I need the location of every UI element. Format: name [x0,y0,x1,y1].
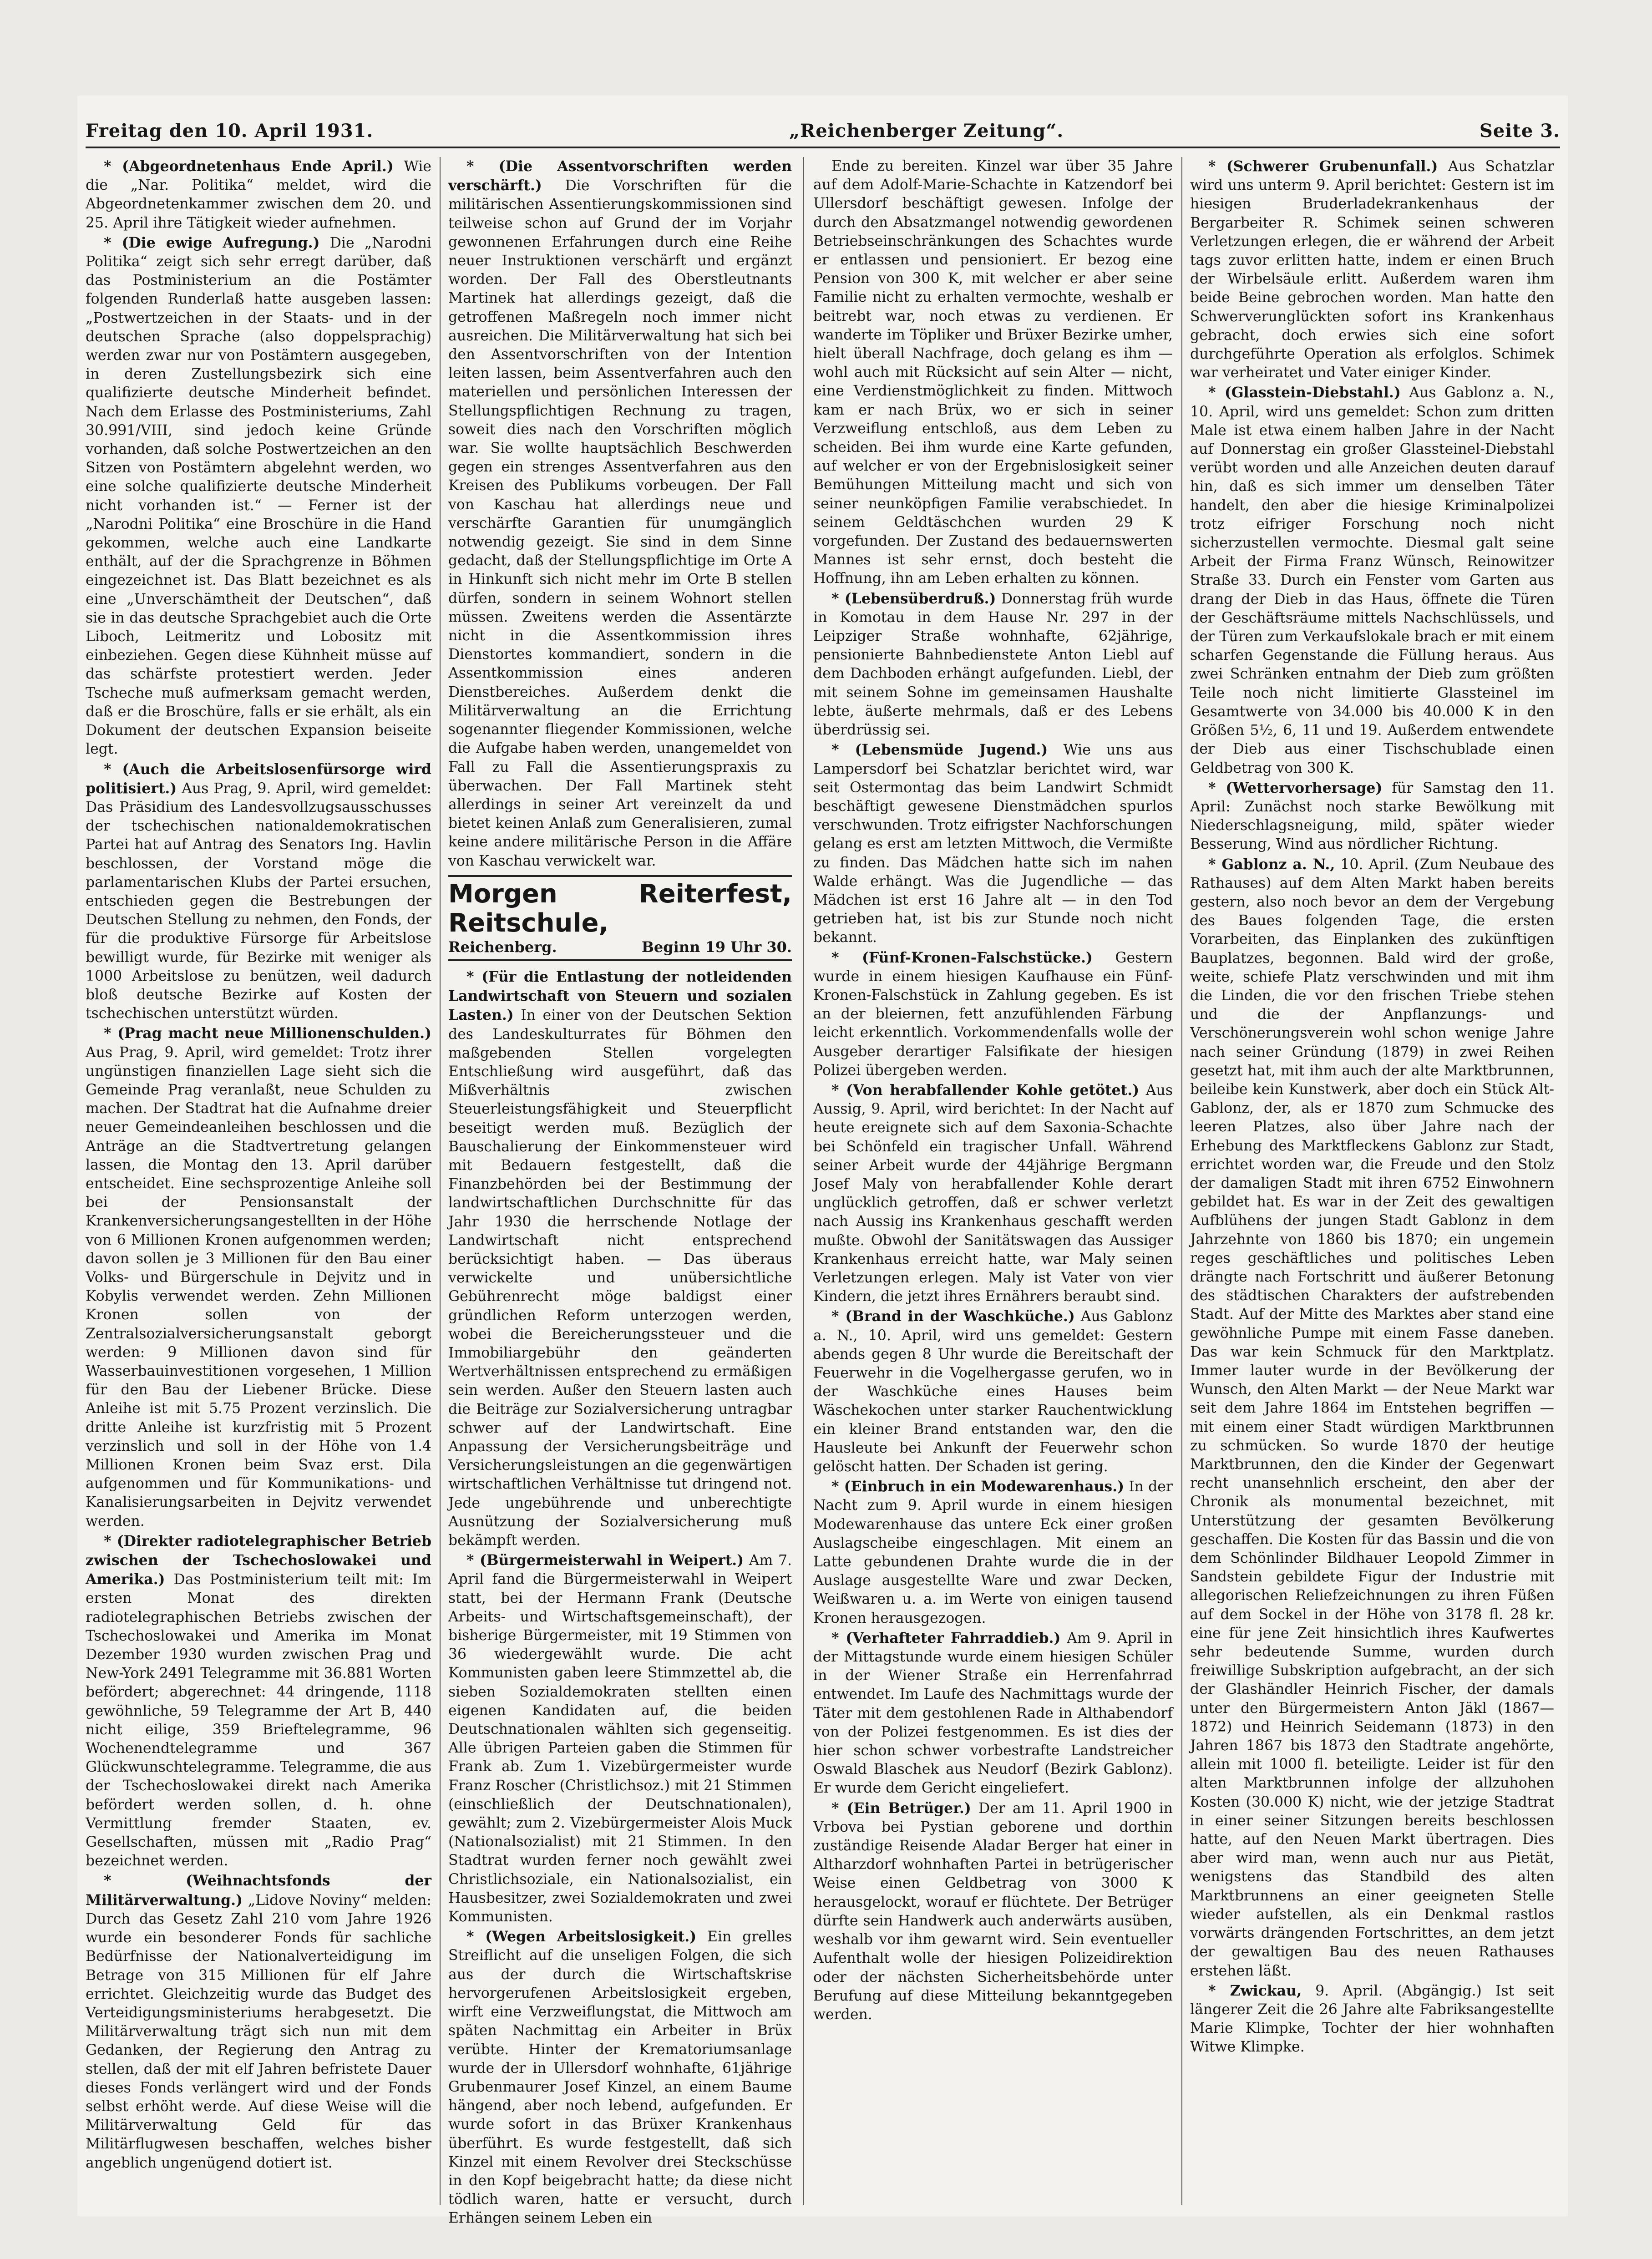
advertisement-reiterfest [448,875,792,961]
article-paragraph [86,760,431,1023]
article-text: Gestern wurde in einem hiesigen Kaufhause ein Fünf-Kronen-Falschstück in Zahlung gegeben. Es ist an der bleiernen, fett anzufühlenden Färbung leicht erkenntlich. Vorkommendenfalls wolle der Ausgeber derartiger Falsifikate der hiesigen Polizei übergeben werden. [813,949,1173,1079]
article-text: für Samstag den 11. April: Zunächst noch starke Bewölkung mit Niederschlagsneigung, mild, später wieder Besserung, Wind aus nördlicher Richtung. [1190,780,1555,853]
article-text: Am 9. April in der Mittagstunde wurde einem hiesigen Schüler in der Wiener Straße ein Herrenfahrrad entwendet. Im Laufe des Nachmittags wurde der Täter mit dem gestohlenen Rade in Althabendorf von der Polizei festgenommen. Es ist dies der hier schon schwer vorbestrafte Landstreicher Oswald Blaschek aus Neudorf (Bezirk Gablonz). Er wurde dem Gericht eingeliefert. [813,1630,1173,1797]
article-paragraph [1190,157,1554,382]
ad-time: Beginn 19 Uhr 30. [641,938,792,956]
article-heading: * (Prag macht neue Millionenschulden.) [104,1025,431,1042]
article-heading: * (Fünf-Kronen-Falschstücke.) [831,949,1093,966]
article-heading: * (Von herabfallender Kohle getötet.) [831,1081,1140,1099]
page-number: Seite 3. [1479,120,1560,142]
column-2-articles-bottom [448,967,792,2228]
article-paragraph [1190,779,1554,854]
article-paragraph [448,1551,792,1926]
article-text: In einer von der Deutschen Sektion des Landeskulturrates für Böhmen den maßgebenden Stellen vorgelegten Entschließung wird ausgeführt, daß das Mißverhältnis zwischen Steuerleistungsfähigkeit und Steuerpflicht beseitigt werden muß. Bezüglich der Bauschalierung der Einkommensteuer wird mit Bedauern festgestellt, daß die Finanzbehörden bei der Bestimmung der landwirtschaftlichen Durchschnitte für das Jahr 1930 die herrschende Notlage der Landwirtschaft nicht entsprechend berücksichtigt haben. — Das überaus verwickelte und unübersichtliche Gebührenrecht möge baldigst einer gründlichen Reform unterzogen werden, wobei die Bereicherungssteuer und die Immobiliargebühr den geänderten Wertverhältnissen entsprechend zu ermäßigen sein werden. Außer den Steuern lasten auch die Beiträge zur Sozialversicherung untragbar schwer auf der Landwirtschaft. Eine Anpassung der Versicherungsbeiträge und Versicherungsleistungen an die gegenwärtigen wirtschaftlichen Verhältnisse tut dringend not. Jede ungebührende und unberechtigte Ausnützung der Sozialversicherung muß bekämpft werden. [448,1007,792,1549]
column-3 [813,157,1173,2205]
article-paragraph [1190,383,1554,777]
article-text: Die „Narodni Politika“ zeigt sich sehr erregt darüber, daß das Postministerium an die Postämter folgenden Runderlaß hatte ausgeben lassen: „Postwertzeichen in der Staats- und in der deutschen Sprache (also doppelsprachig) werden zwar nur von Postämtern ausgegeben, in deren Zustellungsbezirk sich eine qualifizierte deutsche Minderheit befindet. Nach dem Erlasse des Postministeriums, Zahl 30.991/VIII, sind jedoch keine Gründe vorhanden, daß solche Postwertzeichen an den Sitzen von Postämtern abgelehnt werden, wo eine solche qualifizierte deutsche Minderheit nicht vorhanden ist.“ — Ferner ist der „Narodni Politika“ eine Broschüre in die Hand gekommen, welche auch eine Landkarte enthält, auf der die Sprachgrenze in Böhmen eingezeichnet ist. Das Blatt bezeichnet es als eine „Unverschämtheit der Deutschen“, daß sie in das deutsche Sprachgebiet auch die Orte Liboch, Leitmeritz und Lobositz mit einbeziehen. Gegen diese Kühnheit müsse auf das schärfste protestiert werden. Jeder Tscheche muß aufmerksam gemacht werden, daß er die Broschüre, falls er sie erhält, als ein Dokument der deutschen Expansion beiseite legt. [86,234,432,758]
article-paragraph [448,157,792,871]
article-paragraph [813,157,1173,588]
article-heading: * (Schwerer Grubenunfall.) [1208,158,1438,175]
article-text: Wie uns aus Lampersdorf bei Schatzlar berichtet wird, war seit Ostermontag das beim Landwirt Schmidt beschäftigt gewesene Dienstmädchen spurlos verschwunden. Trotz eifrigster Nachforschungen gelang es erst am letzten Mittwoch, die Vermißte zu finden. Das Mädchen hatte sich im nahen Walde erhängt. Was die Jugendliche — das Mädchen ist erst 16 Jahre alt — in den Tod getrieben hat, ist bis zur Stunde noch nicht bekannt. [813,742,1173,946]
column-divider [803,157,804,2205]
article-text: In der Nacht zum 9. April wurde in einem hiesigen Modewarenhause das untere Eck einer großen Auslagscheibe eingeschlagen. Mit einem an Latte gebundenen Drahte wurde die in der Auslage ausgestellte Ware und zwar Decken, Weißwaren u. a. im Werte von einigen tausend Kronen herausgezogen. [813,1479,1173,1626]
article-paragraph [813,1081,1173,1306]
article-paragraph [813,948,1173,1080]
column-2 [448,157,792,2227]
article-heading: * (Direkter radiotelegraphischer Betrieb zwischen der Tschechoslowakei und Amerika.) [86,1532,431,1588]
article-heading: * (Brand in der Waschküche.) [831,1308,1075,1325]
article-paragraph [448,1927,792,2228]
newspaper-title: „Reichenberger Zeitung“. [789,120,1064,142]
article-text: 10. April. (Zum Neubaue des Rathauses) auf dem Alten Markt haben bereits gestern, also noch bevor an dem der Vergebung des Baues folgenden Tage, die ersten Vorarbeiten, das Einplanken des zukünftigen Bauplatzes, begonnen. Bald wird der große, weite, schiefe Platz verschwinden und mit ihm die Linden, die vor den frischen Triebe stehen und die der Anpflanzungs- und Verschönerungsverein wohl schon wenige Jahre nach seiner Gründung (1879) in zwei Reihen gesetzt hat, mit ihm auch der alte Marktbrunnen, beileibe kein Kunstwerk, aber doch ein Stück Alt-Gablonz, der, als er 1870 zum Schmucke des leeren Platzes, also über Jahre nach der Erhebung des Marktfleckens Gablonz zur Stadt, errichtet worden war, die Freude und den Stolz der damaligen Stadt mit ihren 6752 Einwohnern gebildet hat. Es war in der Zeit des gewaltigen Aufblühens der jungen Stadt Gablonz in dem Jahrzehnte von 1860 bis 1870; ein ungemein reges geschäftliches und politisches Leben drängte nach Fortschritt und äußerer Betonung des städtischen Charakters der aufstrebenden Stadt. Auf der Mitte des Marktes aber stand eine gewöhnliche Pumpe mit einem Fasse daneben. Das war kein Schmuck für den Marktplatz. Immer lauter wurde in der Bevölkerung der Wunsch, den Alten Markt — der Neue Markt war seit dem Jahre 1864 im Entstehen begriffen — mit einem einer Stadt würdigen Marktbrunnen zu schmücken. So wurde 1870 der heutige Marktbrunnen, den die Kinder der Gegenwart recht unansehnlich erscheint, den aber der Chronik als monumental bezeichnet, mit Unterstützung der gesamten Bevölkerung geschaffen. Die Kosten für das Bassin und die von dem Schönlinder Bildhauer Leopold Zimmer in Sandstein gebildete Figur der Industrie mit allegorischen Reliefzeichnungen zu ihren Füßen auf dem Sockel in der Höhe von 3178 fl. 28 kr. eine für jene Zeit hinsichtlich ihres Kaufwertes sehr bedeutende Summe, wurden durch freiwillige Subskription aufgebracht, an der sich der Glashändler Heinrich Fischer, der damals unter den Bürgermeistern Anton Jäkl (1867—1872) und Heinrich Seidemann (1873) in den Jahren 1867 bis 1873 den Stadtrate angehörte, allein mit 1000 fl. beteiligte. Leider ist für den alten Marktbrunnen infolge der allzuhohen Kosten (30.000 K) nicht, wie der jetzige Stadtrat in einer seiner Sitzungen bereits beschlossen hatte, auf den Neuen Markt übertragen. Dies aber wird man, wenn auch nur aus Pietät, wenigstens das Standbild des alten Marktbrunnens an einer geeigneten Stelle wieder aufstellen, als ein Denkmal rastlos vorwärts drängenden Fortschrittes, an dem jetzt der gewaltigen Bau des neuen Rathauses erstehen läßt. [1190,856,1554,1979]
ad-title: Morgen Reiterfest, Reitschule, [448,879,792,938]
article-paragraph [813,1477,1173,1628]
article-text: Die Vorschriften für die militärischen Assentierungskommissionen sind teilweise schon auf Grund der im Vorjahr gewonnenen Erfahrungen durch eine Reihe neuer Instruktionen verschärft und ergänzt worden. Der Fall des Oberstleutnants Martinek hat allerdings gezeigt, daß die getroffenen Maßregeln noch immer nicht ausreichen. Die Militärverwaltung hat sich bei den Assentvorschriften von der Intention leiten lassen, beim Assentverfahren auch den materiellen und persönlichen Interessen der Stellungspflichtigen Rechnung zu tragen, soweit dies nach den Vorschriften möglich war. Sie wollte hauptsächlich Beschwerden gegen ein strenges Assentverfahren aus den Kreisen des Publikums vorbeugen. Der Fall von Kaschau hat allerdings neue und verschärfte Garantien für unumgänglich notwendig gezeigt. Sie sind in dem Sinne gedacht, daß der Stellungspflichtige im Orte A in Hinkunft sich nicht mehr im Orte B stellen dürfen, sondern in seinem Wohnort stellen müssen. Zweitens werden die Assentärzte nicht in die Assentkommission ihres Dienstortes kommandiert, sondern in die Assentkommission eines anderen Dienstbereiches. Außerdem denkt die Militärverwaltung an die Errichtung sogenannter fliegender Kommissionen, welche die Aufgabe haben werden, unangemeldet von Fall zu Fall die Assentierungspraxis zu überwachen. Der Fall Martinek steht allerdings in seiner Art vereinzelt da und bietet keinen Anlaß zum Generalisieren, zumal keine andere militärische Person in die Affäre von Kaschau verwickelt war. [448,177,792,869]
column-divider [1181,157,1182,2205]
article-paragraph [813,589,1173,740]
column-4 [1190,157,1554,2205]
article-heading: * (Einbruch in ein Modewarenhaus.) [831,1478,1125,1495]
issue-date: Freitag den 10. April 1931. [86,120,374,142]
article-text: Aus Schatzlar wird uns unterm 9. April berichtet: Gestern ist im hiesigen Bruderladekrankenhaus der Bergarbeiter R. Schimek seinen schweren Verletzungen erlegen, die er während der Arbeit tags zuvor erlitten hatte, indem er einen Bruch der Wirbelsäule erlitt. Außerdem waren ihm beide Beine gebrochen worden. Man hatte den Schwerverunglückten sofort ins Krankenhaus gebracht, doch erwies sich eine sofort durchgeführte Operation als erfolglos. Schimek war verheiratet und Vater einiger Kinder. [1190,158,1554,381]
article-text: Aus Aussig, 9. April, wird berichtet: In der Nacht auf heute ereignete sich auf dem Saxonia-Schachte bei Schönfeld ein tragischer Unfall. Während seiner Arbeit wurde der 44jährige Bergmann Josef Maly von herabfallender Kohle derart unglücklich getroffen, daß er schwer verletzt nach Aussig ins Krankenhaus geschafft werden mußte. Obwohl der Sanitätswagen das Aussiger Krankenhaus erreicht hatte, war Maly seinen Verletzungen erlegen. Maly ist Vater von vier Kindern, die jetzt ihres Ernährers beraubt sind. [813,1082,1173,1305]
ad-place: Reichenberg. [448,938,557,956]
article-text: Aus Prag, 9. April, wird gemeldet: Das Präsidium des Landesvollzugsausschusses der tschechischen nationaldemokratischen Partei hat auf Antrag des Senators Ing. Havlin beschlossen, der Vorstand möge die parlamentarischen Klubs der Partei ersuchen, entschieden gegen die Bestrebungen der Deutschen Stellung zu nehmen, den Fonds, der für die produktive Fürsorge für Arbeitslose bewilligt wurde, für Bezirke mit weniger als 1000 Arbeitslose zu benützen, weil dadurch bloß deutsche Bezirke auf Kosten der tschechischen unterstützt würden. [86,780,431,1022]
article-heading: * (Die ewige Aufregung.) [104,234,320,251]
column-1 [86,157,431,2205]
article-paragraph [86,1024,431,1530]
article-heading: * Gablonz a. N., [1208,856,1335,873]
article-heading: * (Ein Betrüger.) [831,1799,971,1817]
article-heading: * (Die Assentvorschriften werden verschärft.) [448,158,792,194]
article-heading: * (Abgeordnetenhaus Ende April.) [104,158,394,175]
article-paragraph [86,233,431,759]
article-text: Am 7. April fand die Bürgermeisterwahl in Weipert statt, bei der Hermann Frank (Deutsche Arbeits- und Wirtschaftsgemeinschaft), der bisherige Bürgermeister, mit 19 Stimmen von 36 wiedergewählt wurde. Die acht Kommunisten gaben leere Stimmzettel ab, die sieben Sozialdemokraten stellten einen eigenen Kandidaten auf, die beiden Deutschnationalen wählten sich gegenseitig. Alle übrigen Parteien gaben die Stimmen für Frank ab. Zum 1. Vizebürgermeister wurde Franz Roscher (Christlichsoz.) mit 21 Stimmen (einschließlich der Deutschnationalen), gewählt; zum 2. Vizebürgermeister Alois Muck (Nationalsozialist) mit 21 Stimmen. In den Stadtrat wurden ferner noch gewählt zwei Christlichsoziale, ein Nationalsozialist, ein Hausbesitzer, zwei Sozialdemokraten und zwei Kommunisten. [448,1552,792,1925]
article-text: Aus Gablonz a. N., 10. April, wird uns gemeldet: Gestern abends gegen 8 Uhr wurde die Bereitschaft der Feuerwehr in die Vogelhergasse gerufen, wo in der Waschküche eines Hauses beim Wäschekochen unter starker Rauchentwicklung ein kleiner Brand entstanden war, den die Hausleute bei Ankunft der Feuerwehr schon gelöscht hatten. Der Schaden ist gering. [813,1308,1173,1475]
article-text: Der am 11. April 1900 in Vrbova bei Pystian geborene und dorthin zuständige Reisende Aladar Berger hat einer in Altharzdorf wohnhaften Partei in betrügerischer Weise einen Geldbetrag von 3000 K herausgelockt, worauf er flüchtete. Der Betrüger dürfte sein Handwerk auch anderwärts ausüben, weshalb vor ihm gewarnt wird. Sein eventueller Aufenthalt wolle der hiesigen Polizeidirektion oder der nächsten Sicherheitsbehörde unter Berufung auf diese Mitteilung bekanntgegeben werden. [813,1800,1173,2023]
article-heading: * (Weihnachtsfonds der Militärverwaltung.) [86,1872,431,1909]
article-text: Ein grelles Streiflicht auf die unseligen Folgen, die sich aus der durch die Wirtschaftskrise hervorgerufenen Arbeitslosigkeit ergeben, wirft eine Verzweiflungstat, die Mittwoch am späten Nachmittag ein Arbeiter in Brüx verübte. Hinter der Krematoriumsanlage wurde der in Ullersdorf wohnhafte, 61jährige Grubenmaurer Josef Kinzel, an einem Baume hängend, aber noch lebend, aufgefunden. Er wurde sofort in das Brüxer Krankenhaus überführt. Es wurde festgestellt, daß sich Kinzel mit einem Revolver drei Steckschüsse in den Kopf beigebracht hatte; da diese nicht tödlich waren, hatte er versucht, durch Erhängen seinem Leben ein [448,1929,792,2227]
article-paragraph [86,157,431,233]
article-heading: * (Lebensüberdruß.) [831,590,996,607]
article-paragraph [1190,855,1554,1980]
article-text: Aus Gablonz a. N., 10. April, wird uns gemeldet: Schon zum dritten Male ist etwa einem halben Jahre in der Nacht auf Donnerstag ein großer Glassteinel-Diebstahl verübt worden und alle Anzeichen deuten darauf hin, daß es sich immer um denselben Täter handelt, den aber die hiesige Kriminalpolizei trotz eifriger Forschung noch nicht sicherzustellen vermochte. Diesmal galt seine Arbeit der Firma Franz Wünsch, Reinowitzer Straße 33. Durch ein Fenster vom Garten aus drang der Dieb in das Haus, öffnete die Türen der Geschäftsräume mittels Nachschlüssels, und der Türen zum Verkaufslokale brach er mit einem scharfen Gegenstande die Füllung heraus. Aus zwei Schränken entnahm der Dieb zum größten Teile noch nicht limitierte Glassteinel im Gesamtwerte von 34.000 bis 40.000 K in den Größen 5½, 6, 11 und 19. Außerdem entwendete der Dieb aus einer Tischschublade einen Geldbetrag von 300 K. [1190,385,1554,776]
column-2-articles-top [448,157,792,871]
article-text: „Lidove Noviny“ melden: Durch das Gesetz Zahl 210 vom Jahre 1926 wurde ein besonderer Fonds für sachliche Bedürfnisse der Nationalverteidigung im Betrage von 315 Millionen für elf Jahre errichtet. Gleichzeitig wurde das Budget des Verteidigungsministeriums herabgesetzt. Die Militärverwaltung trägt sich nun mit dem Gedanken, der Regierung den Antrag zu stellen, daß der mit elf Jahren befristete Dauer dieses Fonds verlängert wird und der Fonds selbst erhöht werde. Auf diese Weise will die Militärverwaltung Geld für das Militärflugwesen beschaffen, welches bisher angeblich ungenügend dotiert ist. [86,1892,431,2171]
article-text: Das Postministerium teilt mit: Im ersten Monat des direkten radiotelegraphischen Betriebs zwischen der Tschechoslowakei und Amerika im Monat Dezember 1930 wurden zwischen Prag und New-York 2491 Telegramme mit 36.881 Worten befördert; abgerechnet: 44 dringende, 1118 gewöhnliche, 59 Telegramme der Art B, 440 nicht eilige, 359 Brieftelegramme, 96 Wochenendtelegramme und 367 Glückwunschtelegramme. Telegramme, die aus der Tschechoslowakei direkt nach Amerika befördert werden sollen, d. h. ohne Vermittlung fremder Staaten, ev. Gesellschaften, müssen mit „Radio Prag“ bezeichnet werden. [86,1571,431,1869]
article-text: Donnerstag früh wurde in Komotau in dem Hause Nr. 297 in der Leipziger Straße wohnhafte, 62jährige, pensionierte Bahnbedienstete Anton Liebl auf dem Dachboden erhängt aufgefunden. Liebl, der mit seinem Sohne im gemeinsamen Haushalte lebte, äußerte mehrmals, daß er des Lebens überdrüssig sei. [813,590,1173,739]
article-heading: * (Wegen Arbeitslosigkeit.) [466,1928,697,1945]
article-heading: * (Glasstein-Diebstahl.) [1208,384,1401,401]
article-paragraph [813,1307,1173,1476]
article-heading: * (Verhafteter Fahrraddieb.) [831,1629,1061,1646]
article-paragraph [813,1629,1173,1798]
article-paragraph [86,1532,431,1871]
column-divider [440,157,441,2205]
article-heading: * (Für die Entlastung der notleidenden Landwirtschaft von Steuern und sozialen Lasten.) [448,968,792,1024]
article-text: 9. April. (Abgängig.) Ist seit längerer Zeit die 26 Jahre alte Fabriksangestellte Marie Klimpke, Tochter der hier wohnhaften Witwe Klimpke. [1190,1982,1554,2056]
page-header [86,115,1560,148]
article-heading: * Zwickau, [1208,1982,1302,1999]
article-text: Wie die „Nar. Politika“ meldet, wird die Abgeordnetenkammer zwischen dem 20. und 25. April ihre Tätigkeit wieder aufnehmen. [86,158,431,231]
article-text: Ende zu bereiten. Kinzel war über 35 Jahre auf dem Adolf-Marie-Schachte in Katzendorf bei Ullersdorf beschäftigt gewesen. Infolge der durch den Absatzmangel notwendig gewordenen Betriebseinschränkungen des Schachtes wurde er entlassen und pensioniert. Er bezog eine Pension von 300 K, mit welcher er aber seine Familie nicht zu erhalten vermochte, weshalb er beitrebt war, noch etwas zu verdienen. Er wanderte im Töpliker und Brüxer Bezirke umher, hielt überall Nachfrage, doch gelang es ihm — wohl auch mit Rücksicht auf sein Alter — nicht, eine Verdienstmöglichkeit zu finden. Mittwoch kam er nach Brüx, wo er sich in seiner Verzweiflung entschloß, aus dem Leben zu scheiden. Bei ihm wurde eine Karte gefunden, auf welcher er von der Ergebnislosigkeit seiner Bemühungen Mitteilung macht und sich von seiner neunköpfigen Familie verabschiedet. In seinem Geldtäschchen wurden 29 K vorgefunden. Der Zustand des bedauernswerten Mannes ist sehr ernst, doch besteht die Hoffnung, ihn am Leben erhalten zu können. [813,158,1173,587]
article-paragraph [448,967,792,1550]
article-paragraph [86,1871,431,2172]
article-paragraph [813,1799,1173,2024]
article-paragraph [1190,1981,1554,2057]
article-heading: * (Bürgermeisterwahl in Weipert.) [466,1552,744,1569]
article-heading: * (Wettervorhersage) [1208,779,1383,796]
article-heading: * (Auch die Arbeitslosenfürsorge wird politisiert.) [86,760,431,797]
article-heading: * (Lebensmüde Jugend.) [831,741,1048,759]
article-text: Aus Prag, 9. April, wird gemeldet: Trotz ihrer ungünstigen finanziellen Lage sieht sich die Gemeinde Prag veranlaßt, neue Schulden zu machen. Der Stadtrat hat die Aufnahme dreier neuer Gemeindeanleihen beschlossen und die Anträge an die Stadtvertretung gelangen lassen, die Montag den 13. April darüber entscheidet. Eine sechsprozentige Anleihe soll bei der Pensionsanstalt der Krankenversicherungsangestellten in der Höhe von 6 Millionen Kronen aufgenommen werden; davon sollen je 3 Millionen für den Bau einer Volks- und Bürgerschule in Dejvitz und in Kobylis verwendet werden. Zehn Millionen Kronen sollen von der Zentralsozialversicherungsanstalt geborgt werden: 9 Millionen davon sind für Wasserbauinvestitionen vorgesehen, 1 Million für den Bau der Liebener Brücke. Diese Anleihe ist mit 5.75 Prozent verzinslich. Die dritte Anleihe ist kurzfristig mit 5 Prozent verzinslich und soll in der Höhe von 1.4 Millionen Kronen beim Svaz erst. Dila aufgenommen und für Kommunikations- und Kanalisierungsarbeiten in Dejvitz verwendet werden. [86,1044,431,1530]
article-paragraph [813,740,1173,947]
